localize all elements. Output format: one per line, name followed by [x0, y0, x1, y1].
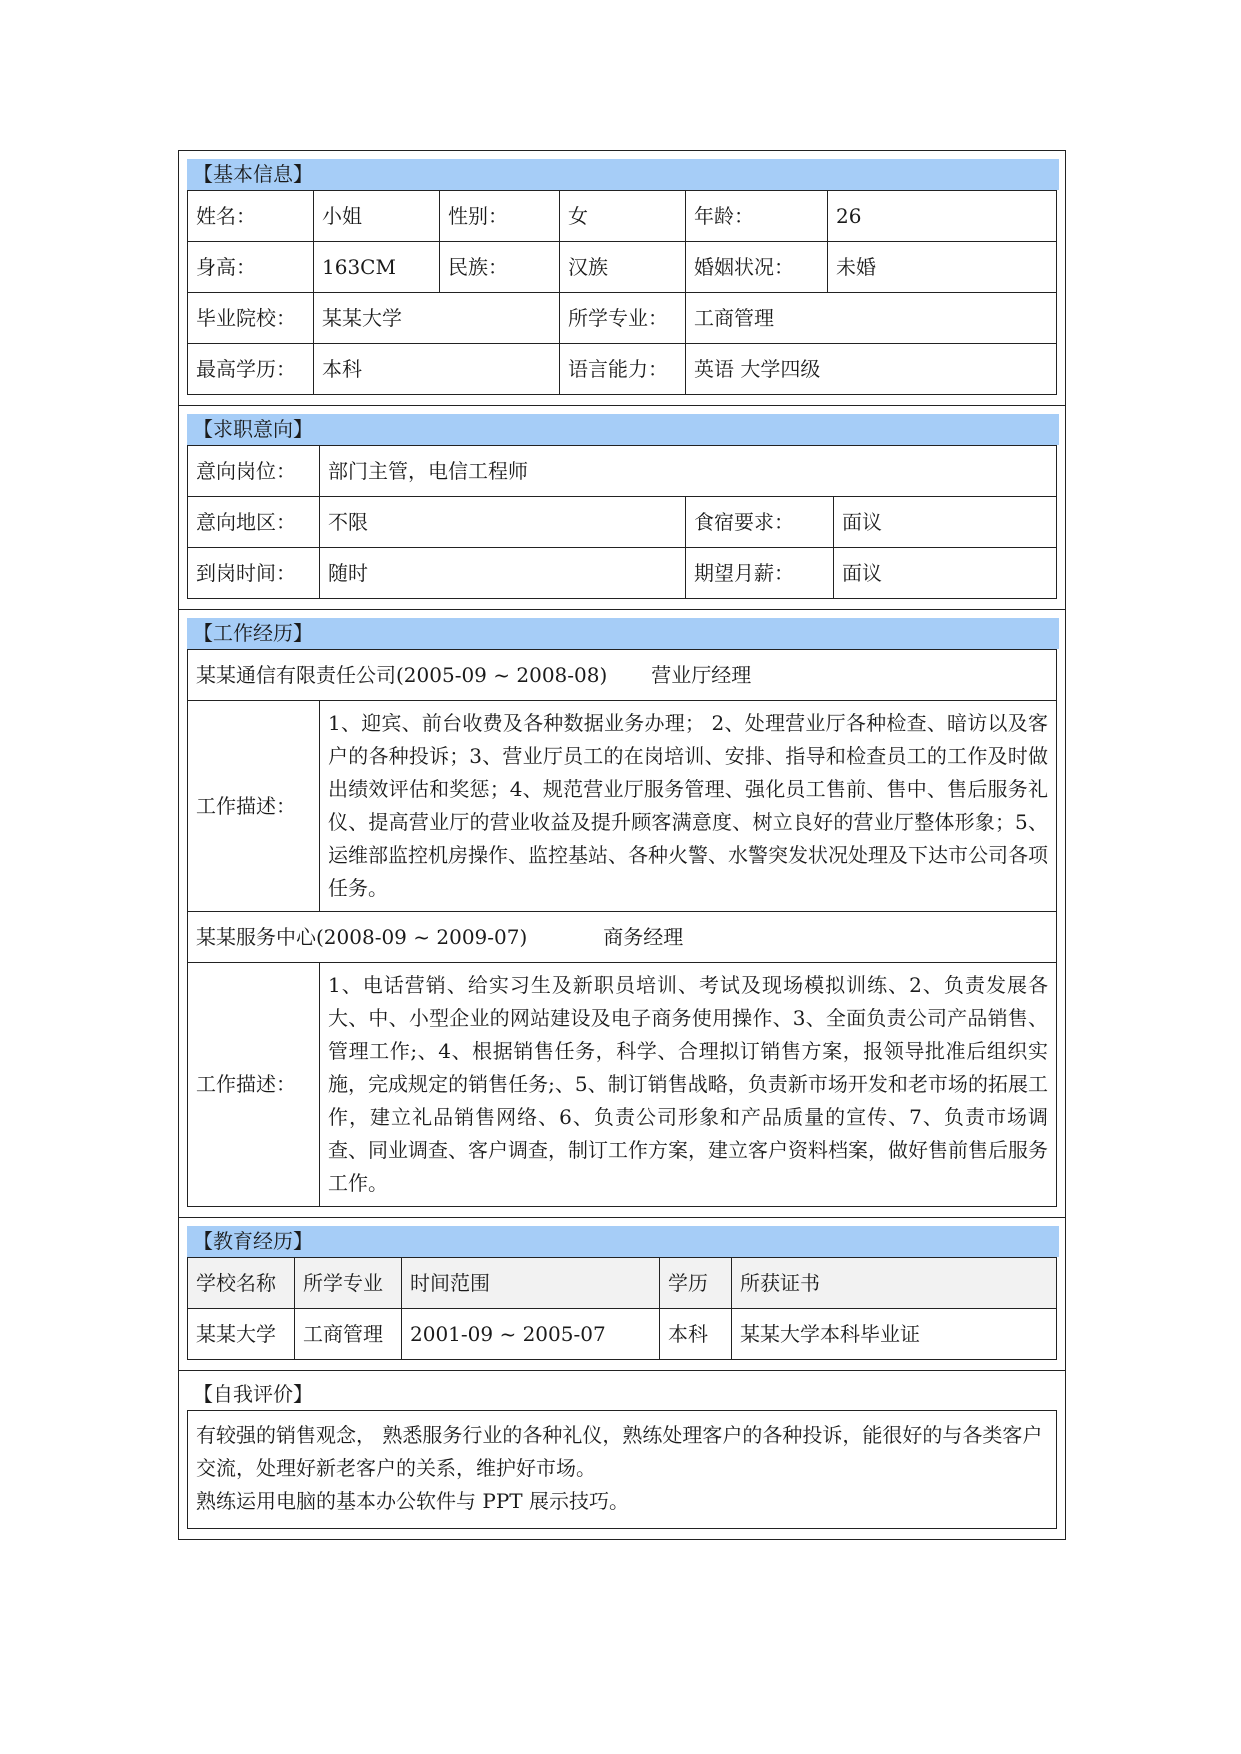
ethnicity-label: 民族：: [440, 242, 560, 293]
section-basic-info: [179, 151, 1065, 406]
job-title: [188, 650, 1057, 701]
position-value: 部门主管，电信工程师: [320, 446, 1057, 497]
start-value: 随时: [320, 548, 686, 599]
height-value: 163CM: [314, 242, 440, 293]
job-desc-label: 工作描述：: [188, 701, 320, 912]
column-header: 所学专业: [295, 1258, 402, 1309]
major-value: 工商管理: [686, 293, 1057, 344]
table-row: [188, 242, 1057, 293]
age-label: 年龄：: [686, 191, 828, 242]
table-header-row: [188, 1258, 1057, 1309]
job-desc-row: [188, 963, 1057, 1207]
job-company: 某某通信有限责任公司(2005-09 ~ 2008-08): [196, 662, 608, 687]
salary-label: 期望月薪：: [686, 548, 834, 599]
start-label: 到岗时间：: [188, 548, 320, 599]
gender-label: 性别：: [440, 191, 560, 242]
work-experience-table: [187, 649, 1057, 1207]
job-role: 营业厅经理: [651, 662, 752, 687]
job-header-row: [188, 650, 1057, 701]
table-row: [188, 446, 1057, 497]
school-label: 毕业院校：: [188, 293, 314, 344]
section-title: 【教育经历】: [187, 1226, 1059, 1257]
degree-value: 本科: [314, 344, 560, 395]
job-desc: 1、迎宾、前台收费及各种数据业务办理； 2、处理营业厅各种检查、暗访以及客户的各种投诉；3、营业厅员工的在岗培训、安排、指导和检查员工的工作及时做出绩效评估和奖惩；4、规范营业厅服务管理、强化员工售前、售中、售后服务礼仪、提高营业厅的营业收益及提升顾客满意度、树立良好的营业厅整体形象；5、运维部监控机房操作、监控基站、各种火警、水警突发状况处理及下达市公司各项任务。: [320, 701, 1057, 912]
resume-form: [178, 150, 1066, 1540]
job-company: 某某服务中心(2008-09 ~ 2009-07): [196, 924, 528, 949]
self-evaluation-box: [187, 1410, 1057, 1529]
column-header: 学历: [660, 1258, 732, 1309]
edu-degree: 本科: [660, 1309, 732, 1360]
edu-period: 2001-09 ~ 2005-07: [402, 1309, 660, 1360]
section-education: [179, 1218, 1065, 1371]
table-row: [188, 344, 1057, 395]
table-row: [188, 293, 1057, 344]
job-desc: 1、电话营销、给实习生及新职员培训、考试及现场模拟训练、2、负责发展各大、中、小型企业的网站建设及电子商务使用操作、3、全面负责公司产品销售、管理工作;、4、根据销售任务，科学、合理拟订销售方案，报领导批准后组织实施，完成规定的销售任务;、5、制订销售战略，负责新市场开发和老市场的拓展工作，建立礼品销售网络、6、负责公司形象和产品质量的宣传、7、负责市场调查、同业调查、客户调查，制订工作方案，建立客户资料档案，做好售前售后服务工作。: [320, 963, 1057, 1207]
education-table: [187, 1257, 1057, 1360]
table-row: [188, 548, 1057, 599]
major-label: 所学专业：: [560, 293, 686, 344]
edu-certificate: 某某大学本科毕业证: [732, 1309, 1057, 1360]
column-header: 时间范围: [402, 1258, 660, 1309]
name-value: 小姐: [314, 191, 440, 242]
table-row: [188, 191, 1057, 242]
job-intent-table: [187, 445, 1057, 599]
section-self-evaluation: [179, 1371, 1065, 1539]
job-title: [188, 912, 1057, 963]
column-header: 学校名称: [188, 1258, 295, 1309]
age-value: 26: [828, 191, 1057, 242]
section-title: 【工作经历】: [187, 618, 1059, 649]
section-title: 【自我评价】: [193, 1382, 313, 1406]
section-job-intent: [179, 406, 1065, 610]
table-row: [188, 1309, 1057, 1360]
section-work-experience: [179, 610, 1065, 1218]
job-header-row: [188, 912, 1057, 963]
job-role: 商务经理: [603, 924, 684, 949]
degree-label: 最高学历：: [188, 344, 314, 395]
self-evaluation-text: 熟练运用电脑的基本办公软件与 PPT 展示技巧。: [196, 1489, 629, 1513]
height-label: 身高：: [188, 242, 314, 293]
salary-value: 面议: [834, 548, 1057, 599]
board-value: 面议: [834, 497, 1057, 548]
language-value: 英语 大学四级: [686, 344, 1057, 395]
area-label: 意向地区：: [188, 497, 320, 548]
school-value: 某某大学: [314, 293, 560, 344]
job-desc-row: [188, 701, 1057, 912]
gender-value: 女: [560, 191, 686, 242]
marital-value: 未婚: [828, 242, 1057, 293]
job-desc-label: 工作描述：: [188, 963, 320, 1207]
position-label: 意向岗位：: [188, 446, 320, 497]
name-label: 姓名：: [188, 191, 314, 242]
board-label: 食宿要求：: [686, 497, 834, 548]
area-value: 不限: [320, 497, 686, 548]
basic-info-table: [187, 190, 1057, 395]
section-title: 【求职意向】: [187, 414, 1059, 445]
column-header: 所获证书: [732, 1258, 1057, 1309]
section-title: 【基本信息】: [187, 159, 1059, 190]
language-label: 语言能力：: [560, 344, 686, 395]
marital-label: 婚姻状况：: [686, 242, 828, 293]
self-evaluation-text: 有较强的销售观念， 熟悉服务行业的各种礼仪，熟练处理客户的各种投诉，能很好的与各类客户交流，处理好新老客户的关系，维护好市场。: [196, 1423, 1043, 1480]
table-row: [188, 497, 1057, 548]
edu-major: 工商管理: [295, 1309, 402, 1360]
ethnicity-value: 汉族: [560, 242, 686, 293]
edu-school: 某某大学: [188, 1309, 295, 1360]
